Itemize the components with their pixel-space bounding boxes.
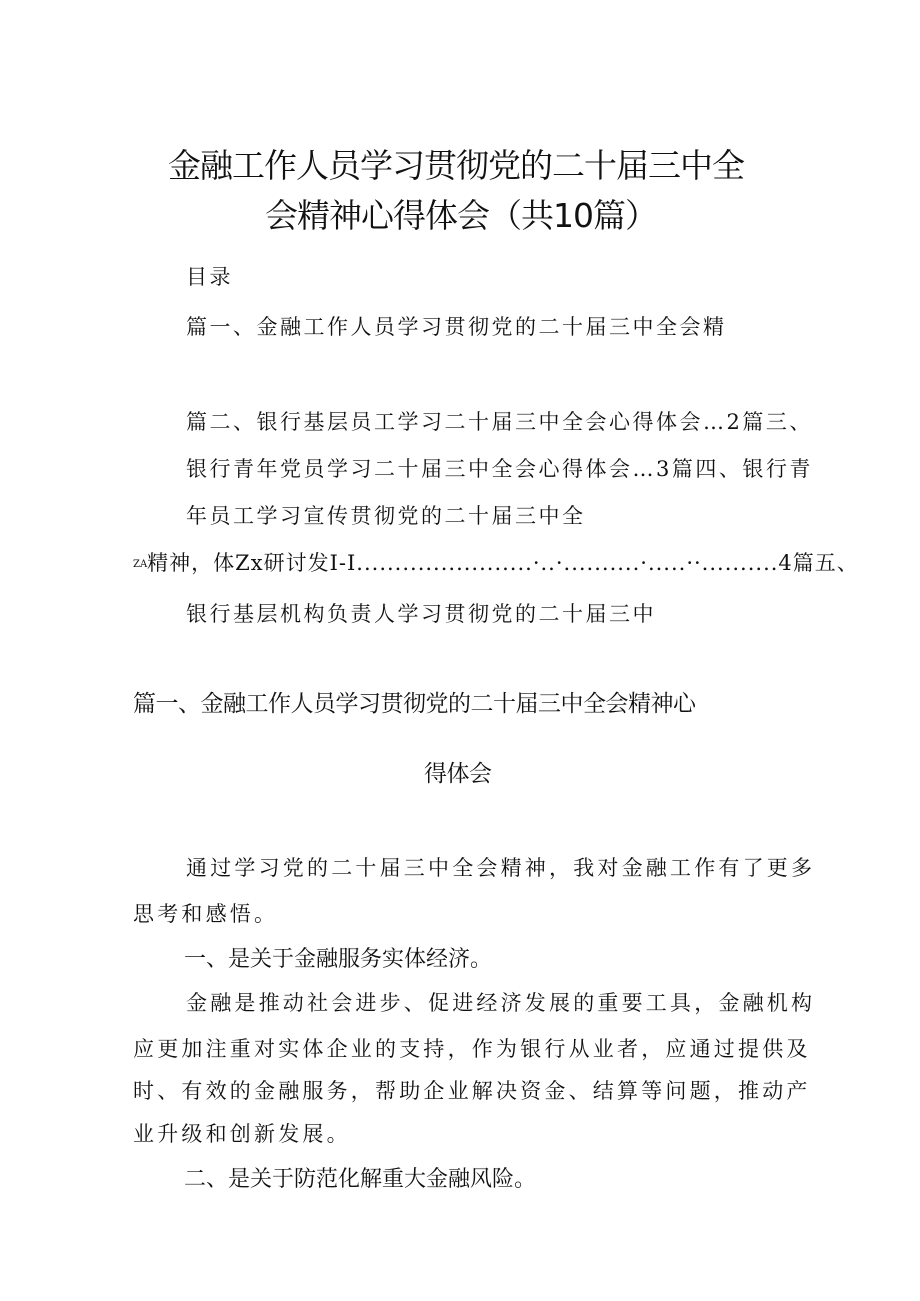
section-1-line-4: 业升级和创新发展。 bbox=[133, 1122, 351, 1146]
section-2-title: 二、是关于防范化解重大金融风险。 bbox=[184, 1167, 537, 1192]
section-1-title: 一、是关于金融服务实体经济。 bbox=[184, 947, 493, 972]
toc-line-5-text: 精神，体Zx研讨发I-I.......................·..·..........·.....··..........4篇五、 bbox=[147, 551, 859, 575]
toc-line-4: 年员工学习宣传贯彻党的二十届三中全 bbox=[186, 504, 586, 528]
article-heading-line-1: 篇一、金融工作人员学习贯彻党的二十届三中全会精神心 bbox=[133, 691, 696, 717]
toc-line-6: 银行基层机构负责人学习贯彻党的二十届三中 bbox=[186, 602, 656, 626]
toc-line-3: 银行青年党员学习二十届三中全会心得体会…3篇四、银行青 bbox=[186, 457, 813, 481]
toc-line-5 bbox=[133, 547, 859, 577]
intro-line-1: 通过学习党的二十届三中全会精神，我对金融工作有了更多 bbox=[186, 856, 816, 880]
toc-heading: 目录 bbox=[186, 265, 233, 289]
section-1-line-3: 时、有效的金融服务，帮助企业解决资金、结算等问题，推动产 bbox=[133, 1079, 811, 1103]
article-heading-line-2: 得体会 bbox=[424, 761, 492, 787]
intro-line-2: 思考和感悟。 bbox=[133, 902, 279, 926]
document-title-line-1: 金融工作人员学习贯彻党的二十届三中全 bbox=[168, 146, 744, 185]
toc-line-2: 篇二、银行基层员工学习二十届三中全会心得体会…2篇三、 bbox=[186, 410, 813, 434]
section-1-line-1: 金融是推动社会进步、促进经济发展的重要工具，金融机构 bbox=[186, 991, 816, 1015]
section-1-line-2: 应更加注重对实体企业的支持，作为银行从业者，应通过提供及 bbox=[133, 1037, 811, 1061]
toc-line-1: 篇一、金融工作人员学习贯彻党的二十届三中全会精 bbox=[186, 315, 727, 339]
toc-line-5-prefix: ZA bbox=[133, 559, 148, 570]
document-title-line-2: 会精神心得体会（共10篇） bbox=[265, 196, 657, 235]
